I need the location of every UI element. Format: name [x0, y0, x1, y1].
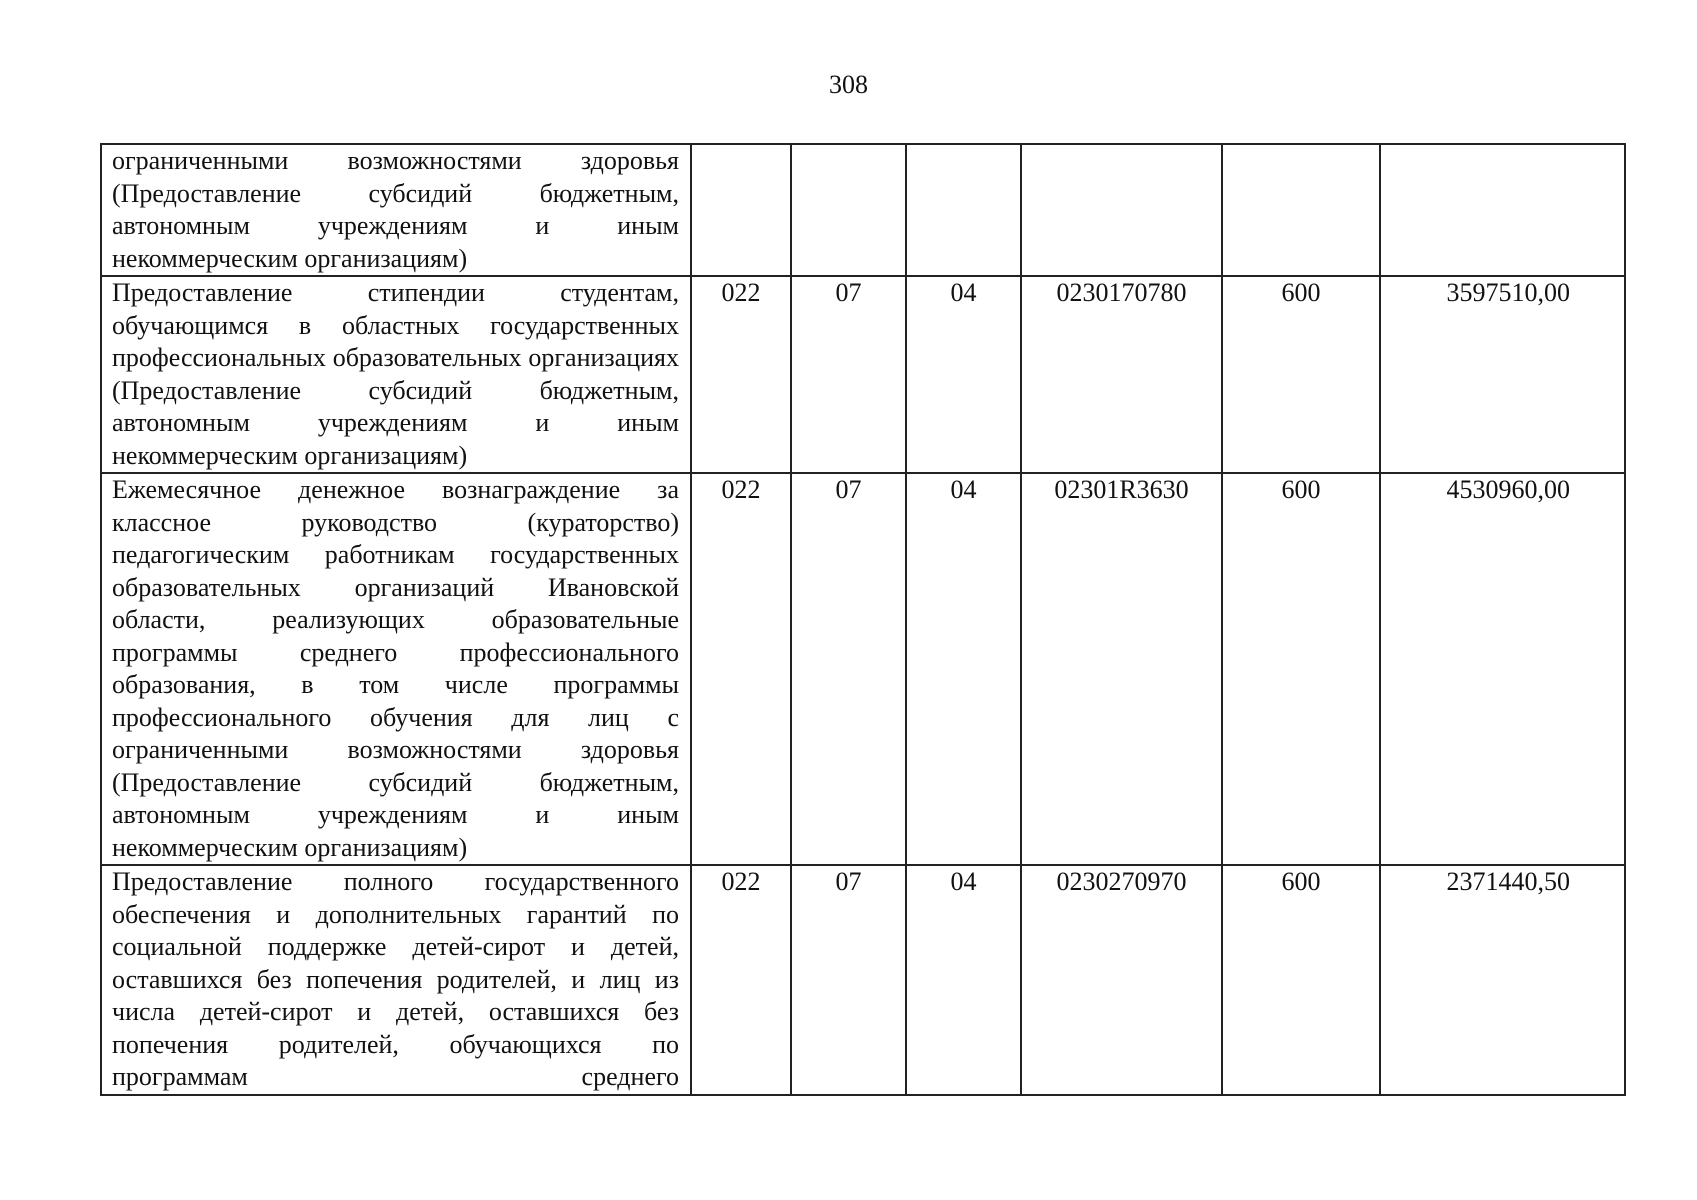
table-row: [101, 473, 1625, 865]
budget-table: [100, 143, 1626, 1096]
row-description: ограниченными возможностями здоровья (Предоставление субсидий бюджетным, автономным учреждениям и иным некоммерческим организациям): [101, 144, 691, 276]
section-code: 07: [791, 473, 906, 865]
row-description: Предоставление стипендии студентам, обучающимся в областных государственных профессиональных образовательных организациях (Предоставление субсидий бюджетным, автономным учреждениям и иным некоммерческим организациям): [101, 276, 691, 473]
section-code: [791, 144, 906, 276]
table-row: [101, 276, 1625, 473]
ministry-code: 022: [691, 473, 791, 865]
section-code: 07: [791, 276, 906, 473]
target-article-code: [1021, 144, 1222, 276]
table-row: [101, 865, 1625, 1095]
amount-value: 2371440,50: [1380, 865, 1625, 1095]
subsection-code: 04: [906, 865, 1021, 1095]
row-description: Предоставление полного государственного обеспечения и дополнительных гарантий по социальной поддержке детей-сирот и детей, оставшихся без попечения родителей, и лиц из числа детей-сирот и детей, оставшихся без попечения родителей, обучающихся по программам среднего: [101, 865, 691, 1095]
ministry-code: [691, 144, 791, 276]
ministry-code: 022: [691, 865, 791, 1095]
page-number: 308: [829, 70, 868, 99]
table-row: [101, 144, 1625, 276]
target-article-code: 02301R3630: [1021, 473, 1222, 865]
target-article-code: 0230270970: [1021, 865, 1222, 1095]
amount-value: 3597510,00: [1380, 276, 1625, 473]
subsection-code: 04: [906, 473, 1021, 865]
amount-value: 4530960,00: [1380, 473, 1625, 865]
subsection-code: [906, 144, 1021, 276]
target-article-code: 0230170780: [1021, 276, 1222, 473]
amount-value: [1380, 144, 1625, 276]
expense-type-code: [1222, 144, 1380, 276]
section-code: 07: [791, 865, 906, 1095]
expense-type-code: 600: [1222, 276, 1380, 473]
expense-type-code: 600: [1222, 865, 1380, 1095]
ministry-code: 022: [691, 276, 791, 473]
subsection-code: 04: [906, 276, 1021, 473]
expense-type-code: 600: [1222, 473, 1380, 865]
row-description: Ежемесячное денежное вознаграждение за классное руководство (кураторство) педагогическим работникам государственных образовательных организаций Ивановской области, реализующих образовательные программы среднего профессионального образования, в том числе программы профессионального обучения для лиц с ограниченными возможностями здоровья (Предоставление субсидий бюджетным, автономным учреждениям и иным некоммерческим организациям): [101, 473, 691, 865]
